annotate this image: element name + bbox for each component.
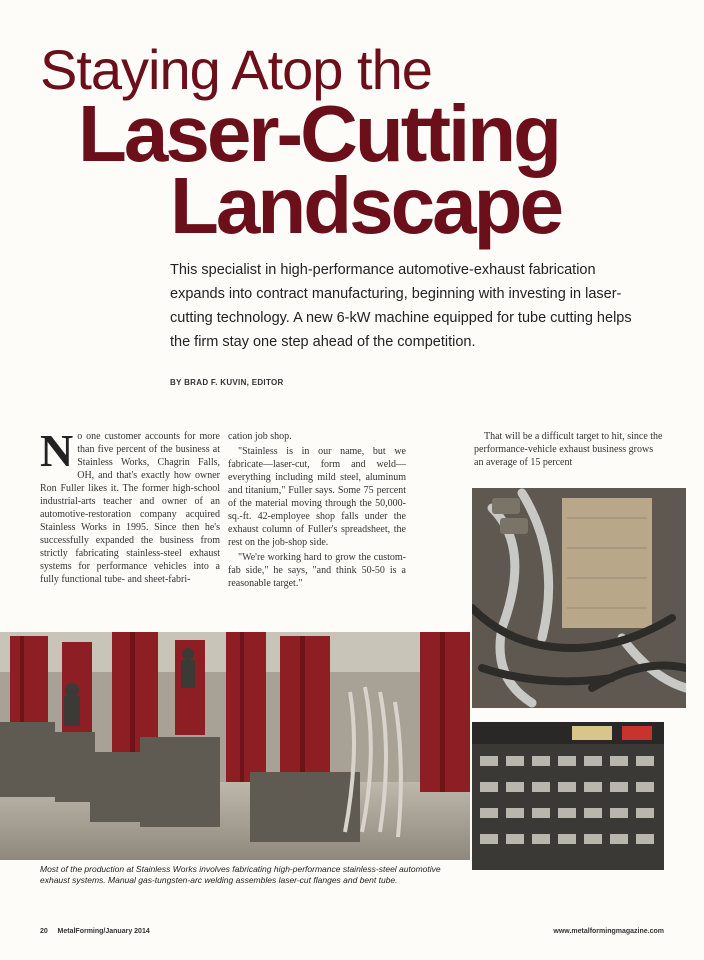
body-paragraph-1: o one customer accounts for more than five percent of the business at Stainless Works, Chagrin Falls, OH, and that's exactly how owner Ron Fuller likes it. The former high-school industrial-arts teacher and owner of an automotive-restoration company acquired Stainless Works in 1995. Since then he's successfully expanded the business from strictly fabricating stainless-steel exhaust systems for performance vehicles into a fully functional tube- and sheet-fabri- bbox=[40, 431, 220, 585]
drop-cap: N bbox=[40, 425, 74, 476]
title-line-1: Staying Atop the bbox=[40, 38, 432, 101]
shop-floor-photo bbox=[0, 632, 470, 860]
issue-label: MetalForming/January 2014 bbox=[57, 928, 150, 935]
deck-text: This specialist in high-performance automotive-exhaust fabrication expands into contract manufacturing, beginning with investing in laser-cutting technology. A new 6-kW machine equipped for tube cutting helps the firm stay one step ahead of the competition. bbox=[170, 262, 632, 350]
flanges-illustration bbox=[472, 722, 664, 870]
title-line-2: Laser-Cutting bbox=[78, 89, 559, 178]
page-number: 20 bbox=[40, 928, 48, 935]
exhaust-headers-illustration bbox=[472, 488, 686, 708]
title-line-3: Landscape bbox=[170, 161, 561, 250]
byline: BY BRAD F. KUVIN, EDITOR bbox=[170, 378, 284, 387]
body-paragraph-5: That will be a difficult target to hit, since the performance-vehicle exhaust business grows an average of 15 percent bbox=[474, 431, 663, 468]
body-paragraph-4: "We're working hard to grow the custom-fab side," he says, "and think 50-50 is a reasonable target." bbox=[228, 552, 406, 589]
body-column-1 bbox=[40, 425, 220, 588]
footer-left bbox=[40, 928, 150, 935]
body-paragraph-3: "Stainless is in our name, but we fabricate—laser-cut, form and weld—everything including mild steel, aluminum and titanium," Fuller says. Some 75 percent of the material moving through the 50,000-sq.-ft. 42-employee shop falls under the exhaust column of Fuller's spreadsheet, the rest on the job-shop side. bbox=[228, 446, 406, 548]
exhaust-headers-photo bbox=[472, 488, 686, 708]
photo-caption: Most of the production at Stainless Works involves fabricating high-performance stainless-steel automotive exhaust systems. Manual gas-tungsten-arc welding assembles laser-cut flanges and bent tube. bbox=[40, 864, 441, 885]
body-column-3 bbox=[474, 430, 664, 471]
body-paragraph-2: cation job shop. bbox=[228, 431, 292, 442]
footer-url: www.metalformingmagazine.com bbox=[553, 928, 664, 935]
shop-floor-illustration bbox=[0, 632, 470, 860]
laser-cut-flanges-photo bbox=[472, 722, 664, 870]
body-column-2 bbox=[228, 430, 406, 592]
